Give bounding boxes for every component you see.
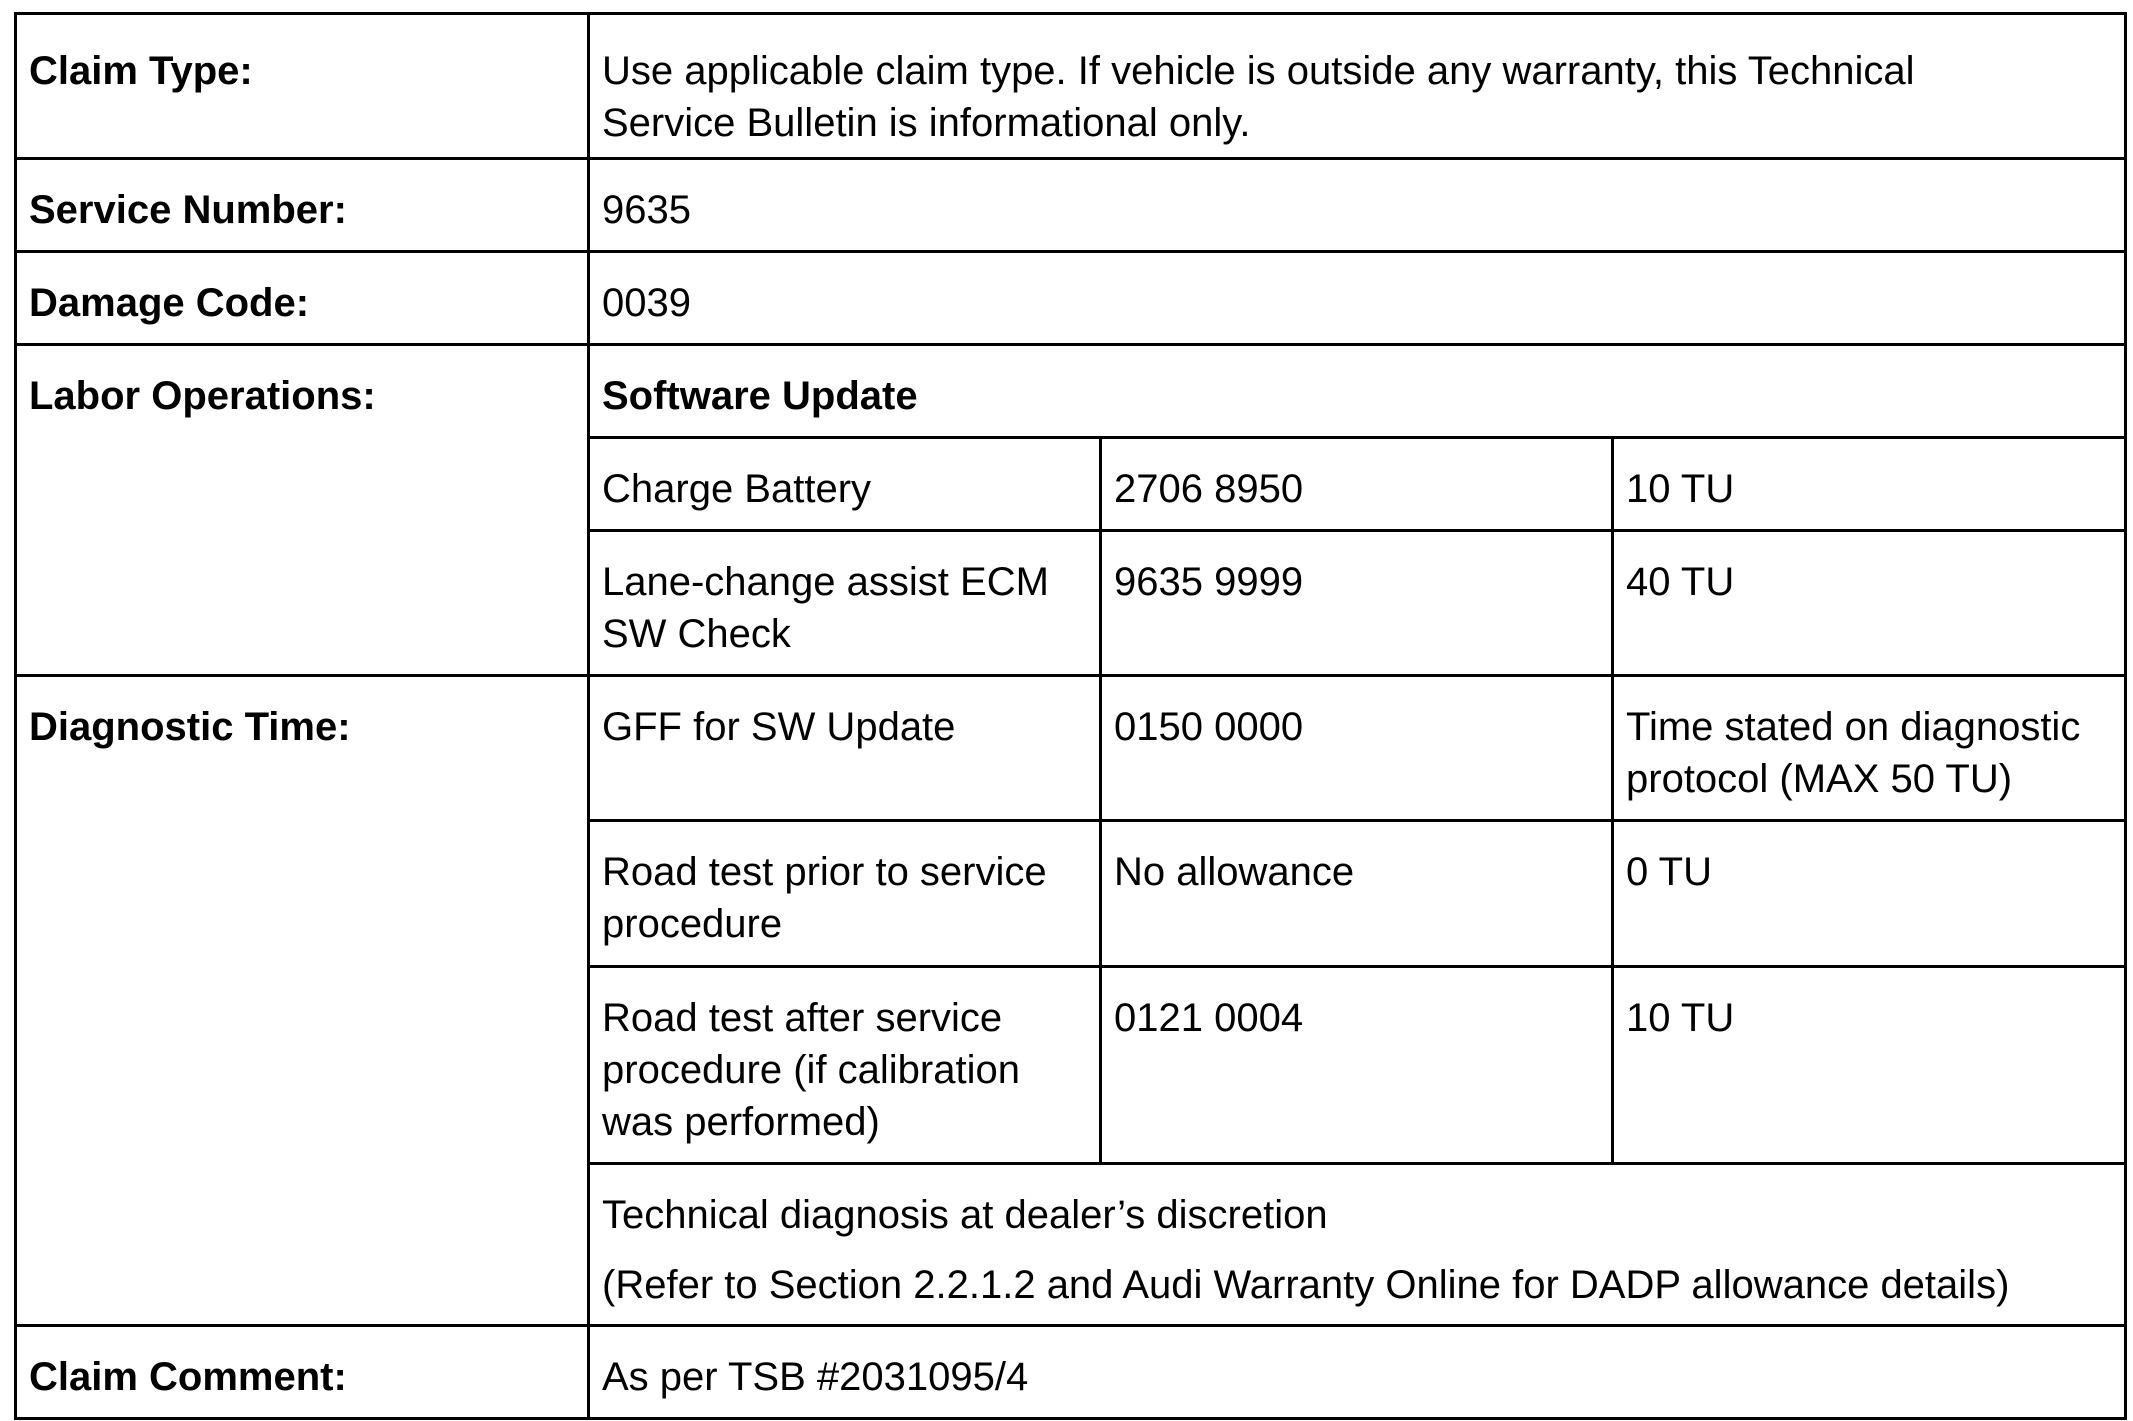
diagnostic-description	[589, 967, 1101, 1164]
labor-operation-description-line: SW Check	[602, 612, 791, 656]
diagnostic-time-value	[1613, 676, 2126, 821]
labor-operations-heading: Software Update	[589, 345, 2126, 438]
labor-operations-heading-row	[16, 345, 2126, 438]
claim-comment-row	[16, 1326, 2126, 1419]
diagnostic-note-spacer	[602, 1241, 2112, 1259]
claim-type-value-line: Service Bulletin is informational only.	[602, 101, 1251, 145]
claim-type-label: Claim Type:	[16, 14, 589, 159]
diagnostic-code: 0150 0000	[1101, 676, 1613, 821]
diagnostic-description-line: procedure	[602, 902, 783, 946]
diagnostic-time-row	[16, 676, 2126, 821]
diagnostic-note-line: (Refer to Section 2.2.1.2 and Audi Warranty Online for DADP allowance details)	[602, 1263, 2010, 1307]
damage-code-label: Damage Code:	[16, 252, 589, 345]
labor-operation-time: 10 TU	[1613, 438, 2126, 531]
damage-code-row	[16, 252, 2126, 345]
labor-operations-label: Labor Operations:	[16, 345, 589, 676]
diagnostic-description: GFF for SW Update	[589, 676, 1101, 821]
labor-operation-time: 40 TU	[1613, 531, 2126, 676]
diagnostic-time-value: 10 TU	[1613, 967, 2126, 1164]
service-number-label: Service Number:	[16, 159, 589, 252]
warranty-claim-table	[14, 12, 2127, 1420]
labor-operation-code: 2706 8950	[1101, 438, 1613, 531]
claim-comment-label: Claim Comment:	[16, 1326, 589, 1419]
labor-operation-description: Charge Battery	[589, 438, 1101, 531]
claim-comment-value: As per TSB #2031095/4	[589, 1326, 2126, 1419]
labor-operation-description	[589, 531, 1101, 676]
diagnostic-description-line: procedure (if calibration	[602, 1048, 1020, 1092]
diagnostic-note-line: Technical diagnosis at dealer’s discretion	[602, 1193, 1328, 1237]
diagnostic-note	[589, 1164, 2126, 1326]
claim-type-row	[16, 14, 2126, 159]
service-number-row	[16, 159, 2126, 252]
diagnostic-code: 0121 0004	[1101, 967, 1613, 1164]
claim-type-value-line: Use applicable claim type. If vehicle is outside any warranty, this Technical	[602, 49, 1915, 93]
diagnostic-code: No allowance	[1101, 821, 1613, 967]
diagnostic-description-line: Road test prior to service	[602, 850, 1047, 894]
service-number-value: 9635	[589, 159, 2126, 252]
labor-operation-code: 9635 9999	[1101, 531, 1613, 676]
claim-type-value	[589, 14, 2126, 159]
diagnostic-time-value-line: Time stated on diagnostic	[1626, 705, 2081, 749]
diagnostic-time-value: 0 TU	[1613, 821, 2126, 967]
diagnostic-description-line: Road test after service	[602, 996, 1003, 1040]
diagnostic-time-label: Diagnostic Time:	[16, 676, 589, 1326]
damage-code-value: 0039	[589, 252, 2126, 345]
labor-operation-description-line: Lane-change assist ECM	[602, 560, 1049, 604]
diagnostic-time-value-line: protocol (MAX 50 TU)	[1626, 757, 2013, 801]
diagnostic-description	[589, 821, 1101, 967]
diagnostic-description-line: was performed)	[602, 1100, 880, 1144]
